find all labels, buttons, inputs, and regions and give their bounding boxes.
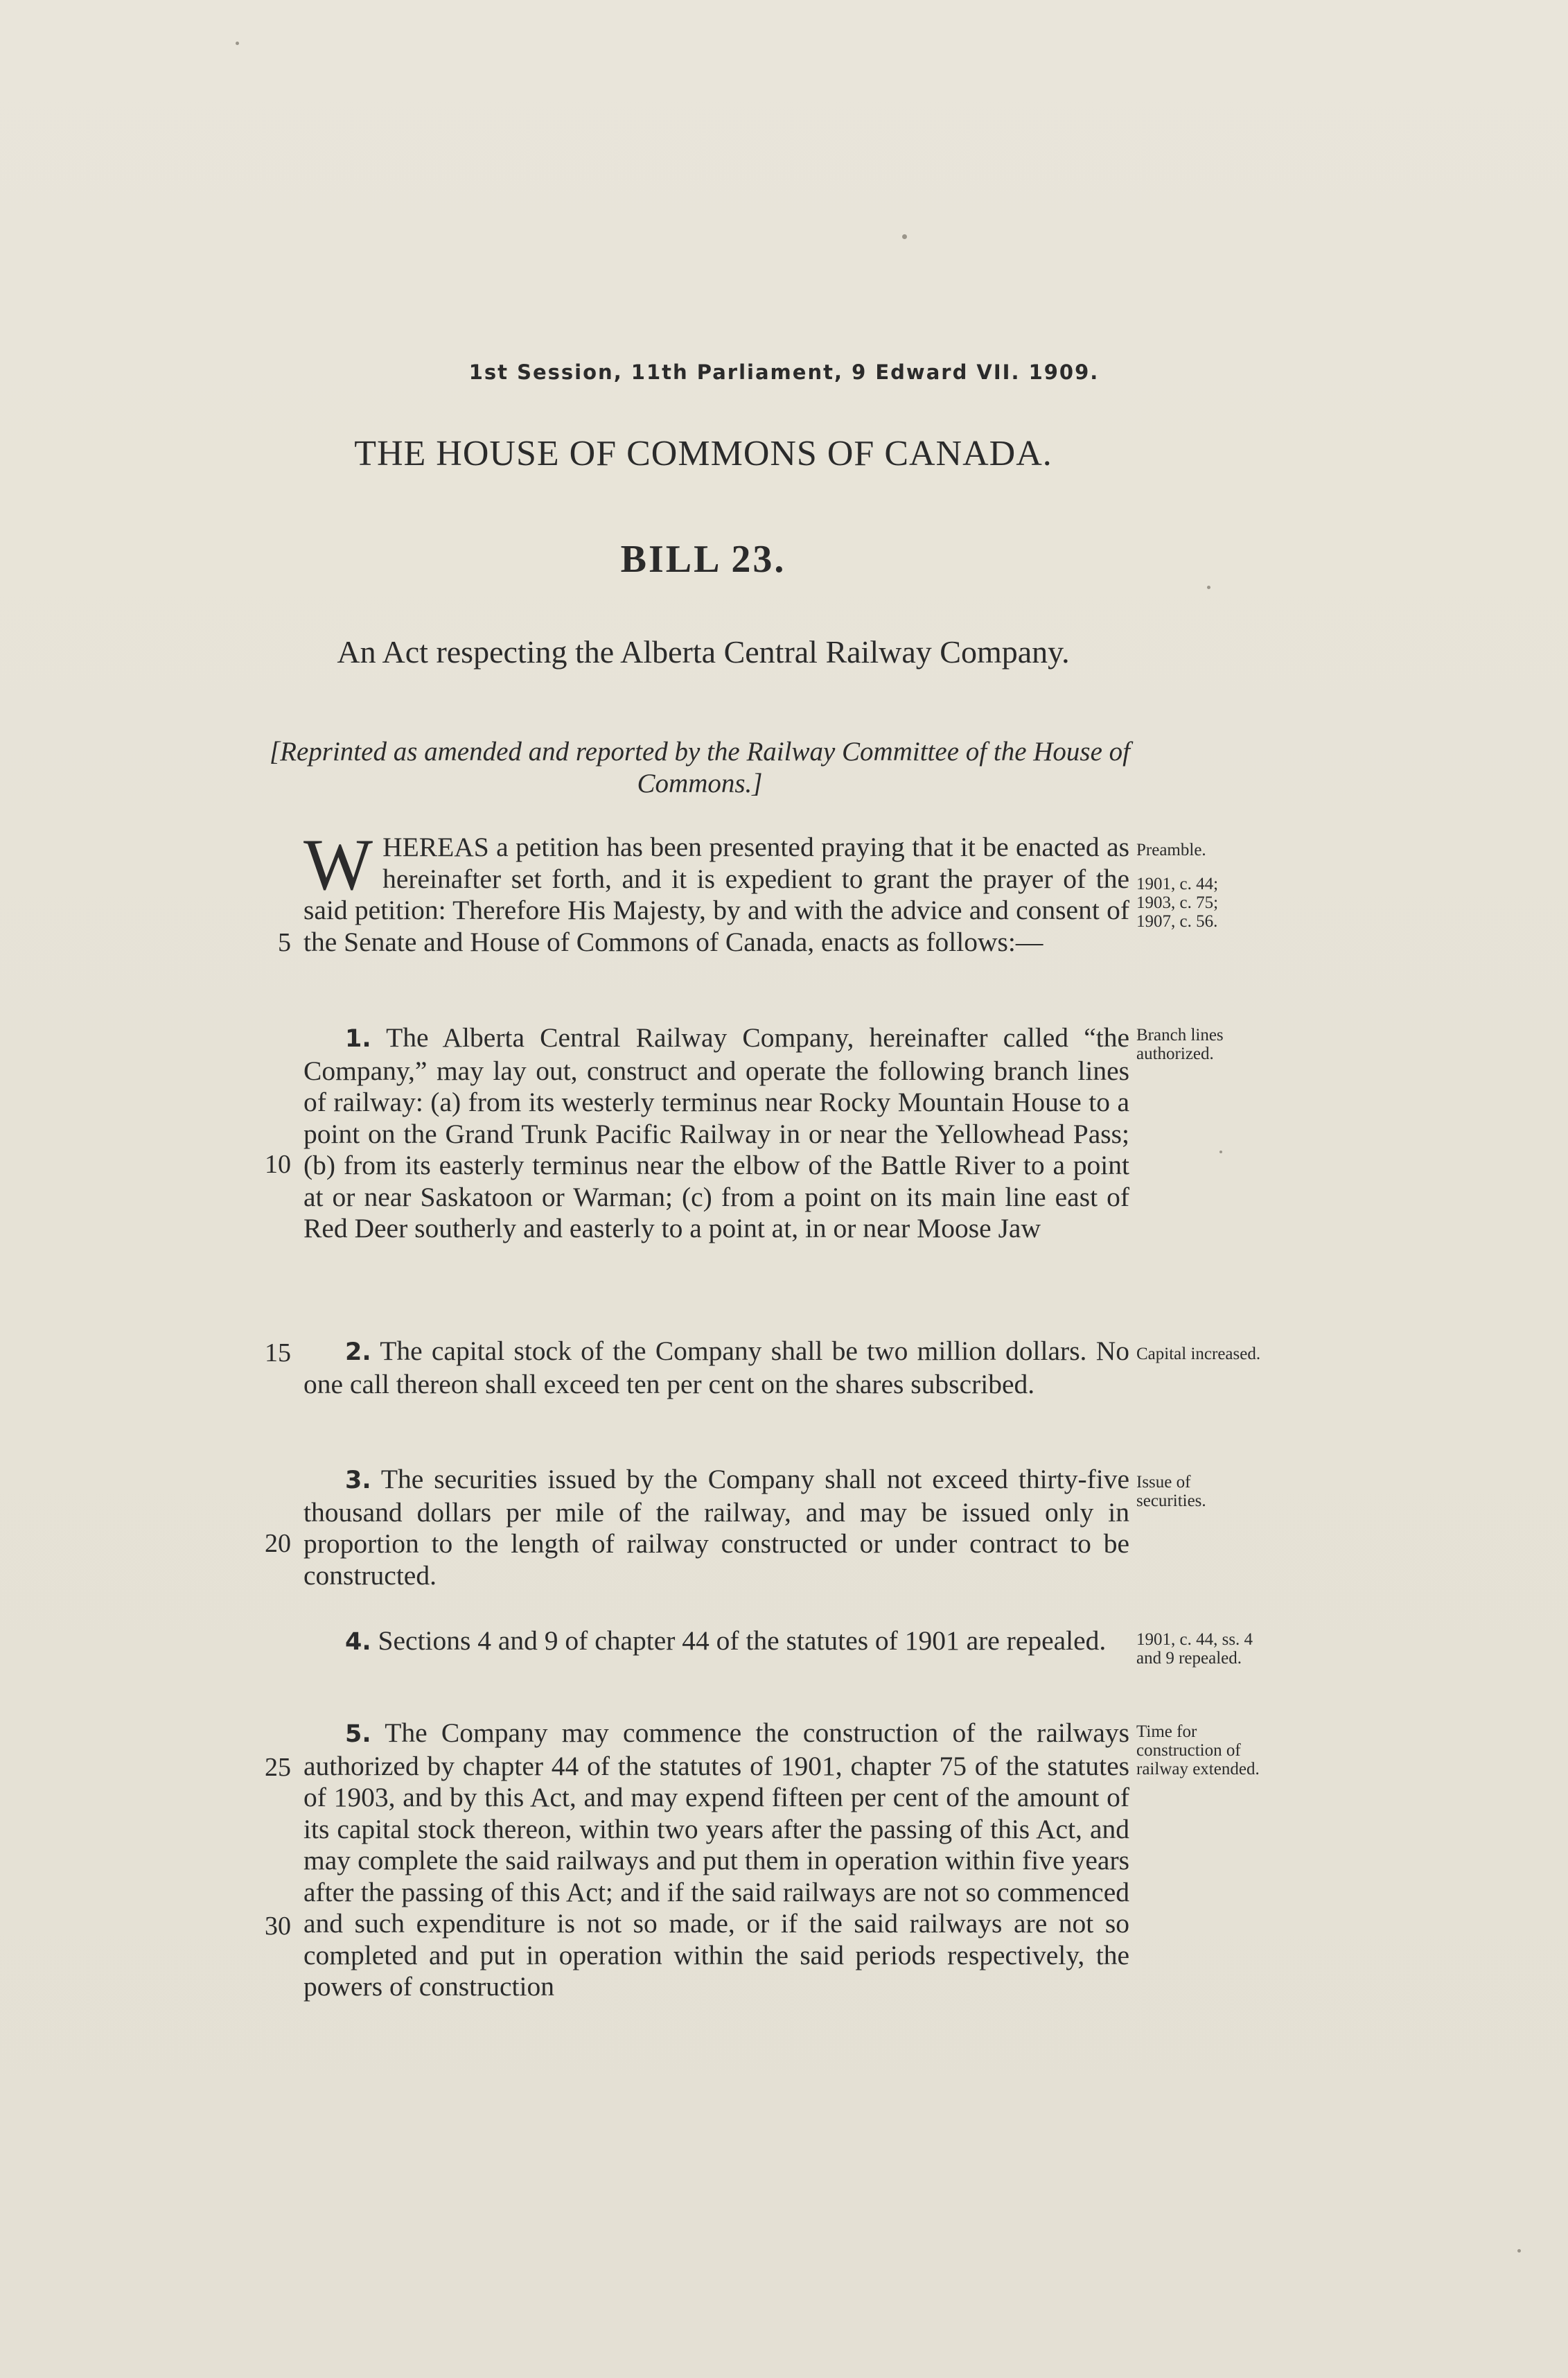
section-1 bbox=[303, 1022, 1129, 1245]
section-number: 1. bbox=[345, 1025, 371, 1053]
reprint-note: [Reprinted as amended and reported by the Railway Committee of the House of Commons.] bbox=[269, 737, 1130, 798]
section-number: 3. bbox=[345, 1467, 371, 1494]
margin-note-section-1: Branch lines authorized. bbox=[1136, 1026, 1224, 1063]
line-number: 15 bbox=[265, 1338, 291, 1367]
section-number: 5. bbox=[345, 1720, 371, 1748]
section-number: 2. bbox=[345, 1338, 371, 1366]
drop-cap: W bbox=[303, 824, 373, 905]
paper-speck bbox=[1207, 586, 1210, 589]
section-2 bbox=[303, 1336, 1129, 1400]
act-title: An Act respecting the Alberta Central Railway Company. bbox=[337, 634, 1070, 670]
margin-note-preamble: Preamble. bbox=[1136, 841, 1206, 859]
section-3 bbox=[303, 1464, 1129, 1591]
section-4 bbox=[303, 1625, 1129, 1659]
line-number: 25 bbox=[265, 1753, 291, 1782]
section-text: The securities issued by the Company shall not exceed thirty-five thousand dollars per mile of the railway, and may be issued only in proportion to the length of railway constructed or under contract to be constructed. bbox=[303, 1464, 1130, 1591]
section-number: 4. bbox=[345, 1628, 371, 1656]
margin-note-section-4: 1901, c. 44, ss. 4 and 9 repealed. bbox=[1136, 1630, 1253, 1668]
margin-note-section-3: Issue of securities. bbox=[1136, 1473, 1206, 1510]
paper-speck bbox=[1219, 1151, 1222, 1153]
line-number: 5 bbox=[278, 928, 291, 957]
line-number: 20 bbox=[265, 1529, 291, 1558]
margin-note-section-5: Time for construction of railway extended. bbox=[1136, 1722, 1260, 1778]
section-text: The capital stock of the Company shall be two million dollars. No one call thereon shall exceed ten per cent on the shares subscribed. bbox=[303, 1336, 1129, 1399]
house-heading: THE HOUSE OF COMMONS OF CANADA. bbox=[354, 434, 1052, 473]
paper-speck bbox=[902, 234, 907, 239]
margin-note-statute-refs: 1901, c. 44; 1903, c. 75; 1907, c. 56. bbox=[1136, 875, 1219, 931]
section-text: Sections 4 and 9 of chapter 44 of the statutes of 1901 are repealed. bbox=[378, 1625, 1107, 1656]
session-line: 1st Session, 11th Parliament, 9 Edward VII. 1909. bbox=[468, 360, 1100, 384]
section-5 bbox=[303, 1717, 1129, 2003]
line-number: 10 bbox=[265, 1150, 291, 1179]
bill-number: BILL 23. bbox=[620, 538, 786, 581]
section-text: The Company may commence the construction of the railways authorized by chapter 44 of the statutes of 1901, chapter 75 of the statutes of 1903, and by this Act, and may expend fifteen per cent of the amount of its capital stock thereon, within two years after the passing of this Act, and may complete the said railways and put them in operation within five years after the passing of this Act; and if the said railways are not so commenced and such expenditure is not so made, or if the said railways are not so completed and put in operation within the said periods respectively, the powers of construction bbox=[303, 1717, 1129, 2002]
paper-speck bbox=[236, 42, 239, 45]
preamble-paragraph bbox=[303, 824, 1129, 958]
section-text: The Alberta Central Railway Company, hereinafter called “the Company,” may lay out, construct and operate the following branch lines of railway: (a) from its westerly terminus near Rocky Mountain House to a point on the Grand Trunk Pacific Railway in or near the Yellowhead Pass; (b) from its easterly terminus near the elbow of the Battle River to a point at or near Saskatoon or Warman; (c) from a point on its main line east of Red Deer southerly and easterly to a point at, in or near Moose Jaw bbox=[303, 1022, 1129, 1243]
line-number: 30 bbox=[265, 1912, 291, 1941]
preamble-text: HEREAS a petition has been presented praying that it be enacted as hereinafter set forth, and it is expedient to grant the prayer of the said petition: Therefore His Majesty, by and with the advice and consent of the Senate and House of Commons of Canada, enacts as follows:— bbox=[303, 832, 1129, 957]
paper-speck bbox=[1517, 2249, 1521, 2253]
margin-note-section-2: Capital increased. bbox=[1136, 1345, 1261, 1363]
